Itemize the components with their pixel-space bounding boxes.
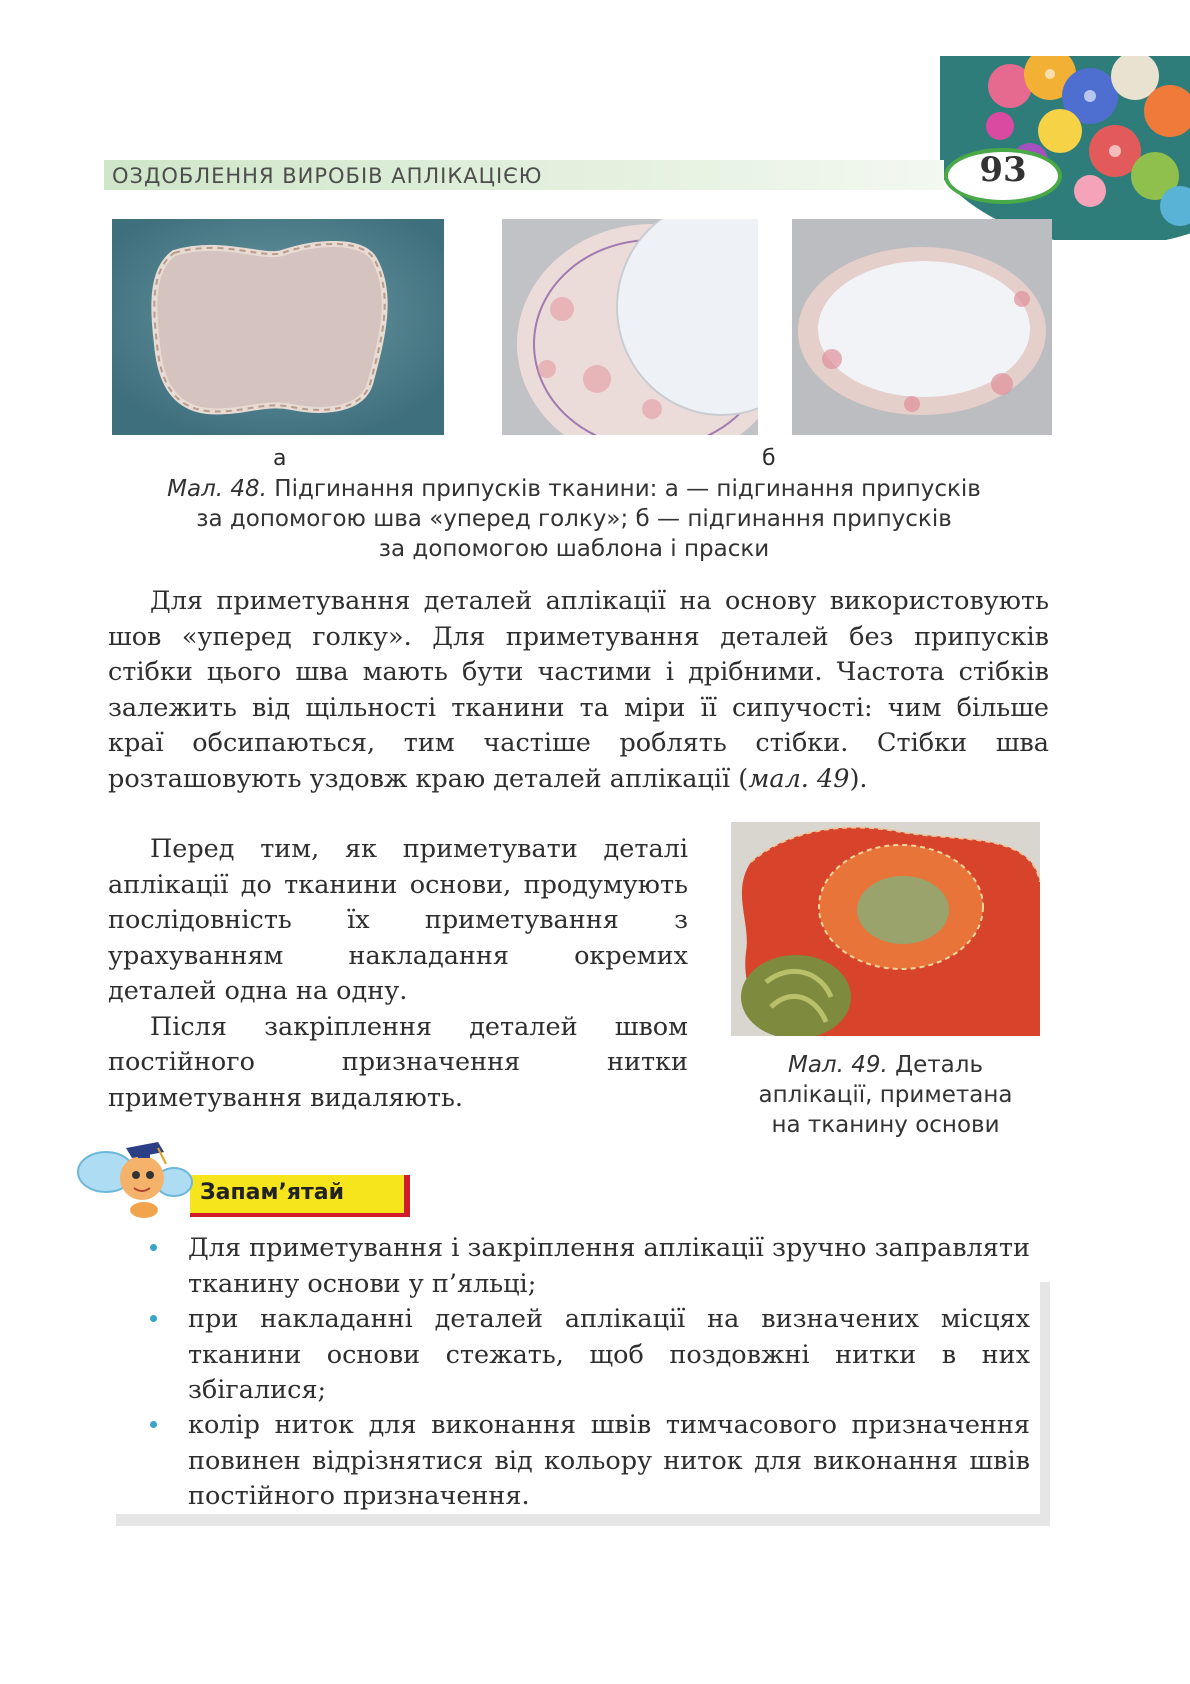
figure-48-label-a: а — [273, 446, 287, 471]
remember-item-3-text: колір ниток для виконання швів тимчасового призначення повинен відрізнятися від кольору ниток для виконання швів постійного призначення. — [188, 1410, 1030, 1511]
paragraph-2: Перед тим, як приметувати деталі аплікації до тканини основи, продумують послідовність їх приметування з урахуванням накладання окремих деталей одна на одну. — [108, 834, 688, 1006]
photo-48b-template-on-fabric — [502, 219, 758, 435]
remember-list-item — [150, 1408, 1030, 1515]
text-column-left — [108, 832, 688, 1116]
bullet-dot-icon — [150, 1244, 157, 1251]
figure-49-caption — [731, 1050, 1040, 1140]
figure-49-caption-line1: Деталь — [887, 1052, 984, 1078]
bullet-dot-icon — [150, 1421, 157, 1428]
remember-list-item — [150, 1302, 1030, 1409]
figure-49-caption-line2: аплікації, приметана — [758, 1082, 1013, 1108]
paragraph-1-end: ). — [849, 763, 868, 794]
remember-label: Запам’ятай — [200, 1180, 344, 1205]
figure-48-caption — [104, 474, 1044, 564]
section-title: ОЗДОБЛЕННЯ ВИРОБІВ АПЛІКАЦІЄЮ — [112, 164, 543, 188]
figure-48-caption-line3: за допомогою шаблона і праски — [378, 536, 770, 562]
corner-flower-decoration — [940, 56, 1190, 240]
figure-48-label-b: б — [762, 446, 776, 471]
paragraph-1 — [108, 584, 1049, 797]
remember-item-1-text: Для приметування і закріплення аплікації зручно заправляти тканину основи у п’яльці; — [188, 1233, 1030, 1299]
remember-item-2-text: при накладанні деталей аплікації на визначених місцях тканини основи стежать, щоб поздовжні нитки в них збігалися; — [188, 1304, 1030, 1405]
figure-48-caption-line1: Підгинання припусків тканини: а — підгинання припусків — [266, 476, 981, 502]
photo-48b-folded-fabric-on-template — [792, 219, 1052, 435]
paragraph-1-figure-ref: мал. 49 — [748, 763, 850, 794]
photo-49-basted-applique — [731, 822, 1040, 1036]
figure-48-caption-ref: Мал. 48. — [167, 476, 267, 502]
remember-list-item — [150, 1231, 1030, 1302]
figure-49-caption-line3: на тканину основи — [771, 1112, 1000, 1138]
bee-mascot-icon — [74, 1120, 194, 1220]
paragraph-1-text: Для приметування деталей аплікації на основу використовують шов «уперед голку». Для приметування деталей без припусків стібки цього шва мають бути частими і дрібними. Частота стібків залежить від щільності тканини та міри її сипучості: чим більше краї обсипаються, тим частіше роблять стібки. Стібки шва розташовують уздовж краю деталей аплікації ( — [108, 586, 1049, 794]
photo-48a-fabric-running-stitch — [112, 219, 444, 435]
bullet-dot-icon — [150, 1315, 157, 1322]
page-number: 93 — [979, 150, 1027, 190]
figure-48-caption-line2: за допомогою шва «уперед голку»; б — підгинання припусків — [196, 506, 952, 532]
figure-49-caption-ref: Мал. 49. — [787, 1052, 888, 1078]
paragraph-3: Після закріплення деталей швом постійного призначення нитки приметування видаляють. — [108, 1011, 688, 1113]
